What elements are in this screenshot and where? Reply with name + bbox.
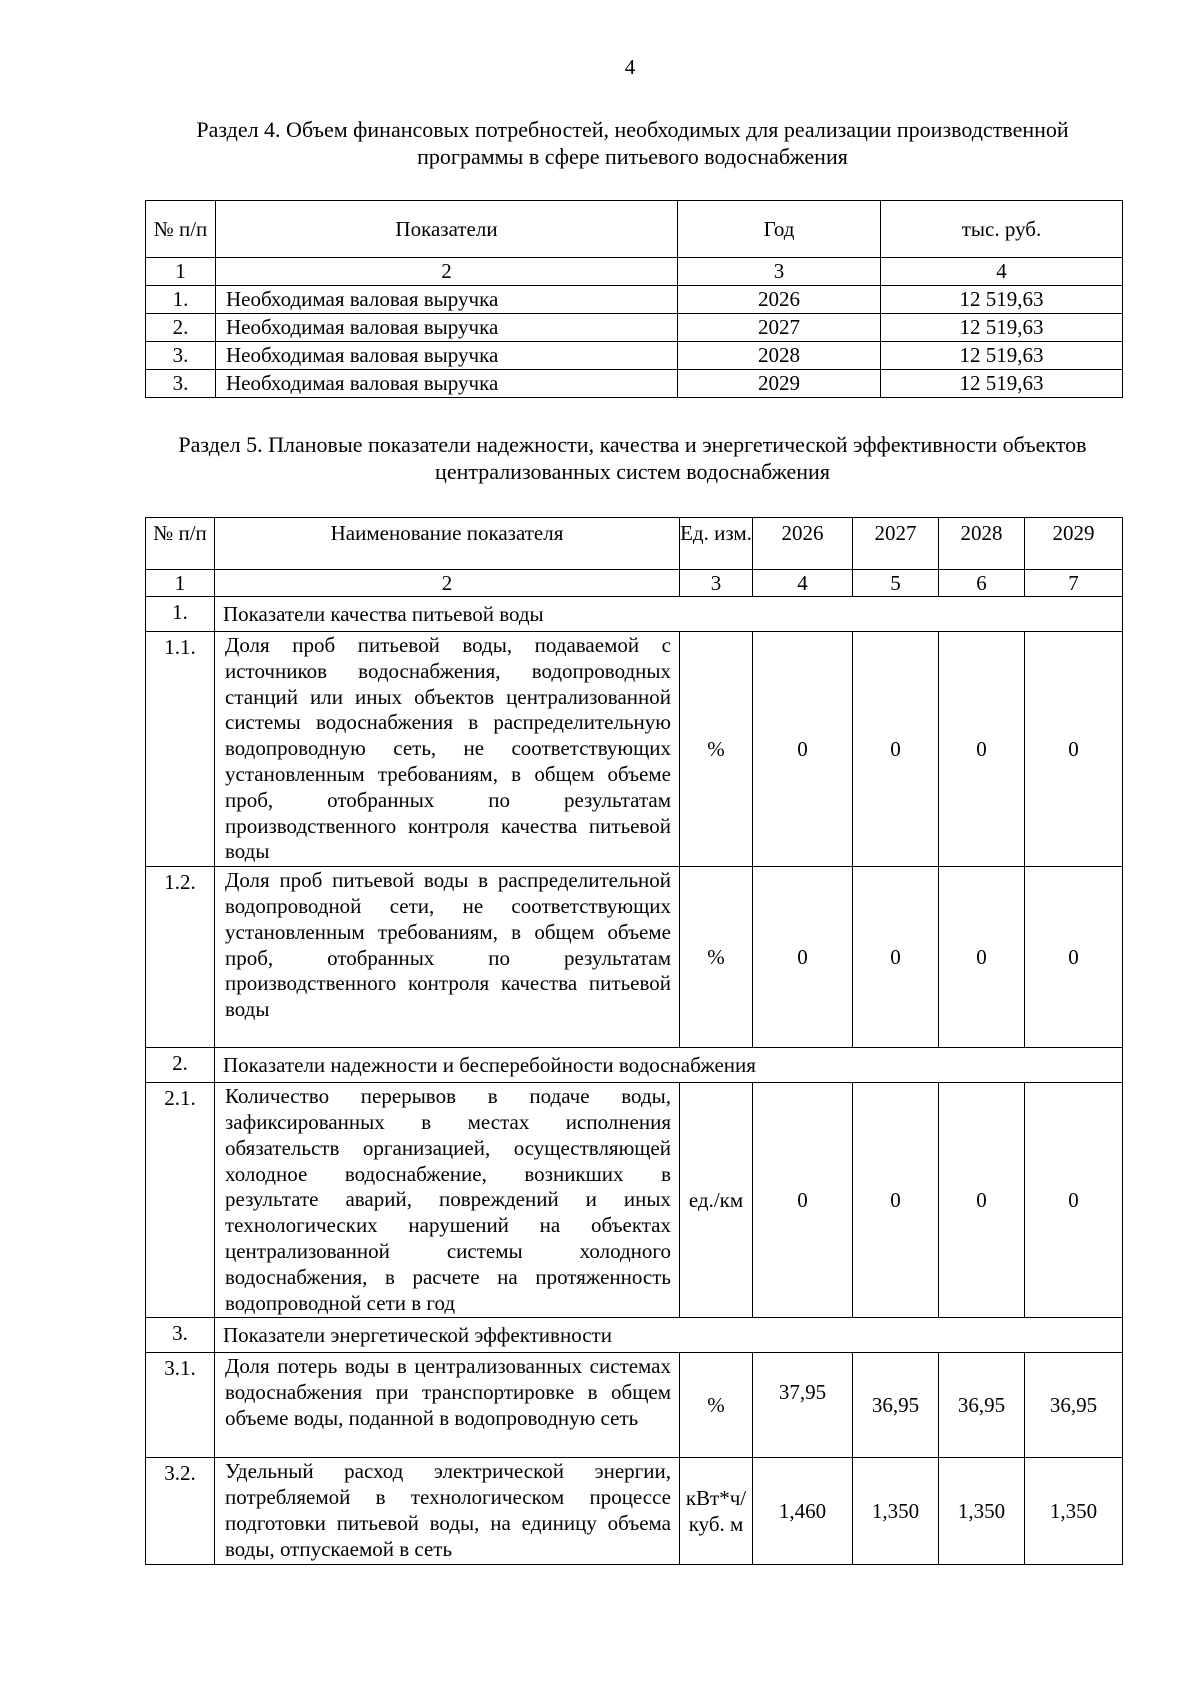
performance-indicators-table <box>145 517 1123 1565</box>
value-2027: 36,95 <box>853 1353 939 1458</box>
row-value: 12 519,63 <box>881 342 1123 370</box>
value-2029: 0 <box>1025 867 1123 1048</box>
row-year: 2026 <box>678 286 881 314</box>
section-4-title: Раздел 4. Объем финансовых потребностей, необходимых для реализации производственной программы в сфере питьевого водоснабжения <box>196 117 1069 169</box>
indicator-row <box>146 1458 1123 1564</box>
indicator-row <box>146 1353 1123 1458</box>
header-unit: Ед. изм. <box>680 518 753 570</box>
value-2026: 37,95 <box>753 1353 853 1458</box>
group-number: 1. <box>146 597 215 632</box>
value-2028: 0 <box>939 867 1025 1048</box>
value-2028: 36,95 <box>939 1353 1025 1458</box>
group-title: Показатели энергетической эффективности <box>215 1318 1123 1353</box>
section-5-title: Раздел 5. Плановые показатели надежности, качества и энергетической эффективности объектов централизованных систем водоснабжения <box>178 432 1087 484</box>
column-number: 3 <box>678 258 881 286</box>
table-row <box>146 314 1123 342</box>
indicator-number: 3.1. <box>146 1353 215 1458</box>
indicator-name: Доля проб питьевой воды в распределительной водопроводной сети, не соответствующих установленным требованиям, в общем объеме проб, отобранных по результатам производственного контроля качества питьевой воды <box>215 867 680 1048</box>
header-year: Год <box>678 201 881 258</box>
indicator-unit: ед./км <box>680 1083 753 1318</box>
indicator-name: Удельный расход электрической энергии, потребляемой в технологическом процессе подготовки питьевой воды, на единицу объема воды, отпускаемой в сеть <box>215 1458 680 1564</box>
column-number: 3 <box>680 570 753 597</box>
row-year: 2029 <box>678 370 881 398</box>
row-name: Необходимая валовая выручка <box>216 370 678 398</box>
header-year-2029: 2029 <box>1025 518 1123 570</box>
indicator-name: Доля потерь воды в централизованных системах водоснабжения при транспортировке в общем объеме воды, поданной в водопроводную сеть <box>215 1353 680 1458</box>
group-row <box>146 1318 1123 1353</box>
column-number: 5 <box>853 570 939 597</box>
table-row <box>146 286 1123 314</box>
column-number: 2 <box>215 570 680 597</box>
group-title: Показатели качества питьевой воды <box>215 597 1123 632</box>
value-2029: 1,350 <box>1025 1458 1123 1564</box>
table-row <box>146 342 1123 370</box>
group-number: 2. <box>146 1048 215 1083</box>
table-row <box>146 370 1123 398</box>
group-row <box>146 1048 1123 1083</box>
header-indicators: Показатели <box>216 201 678 258</box>
value-2027: 0 <box>853 1083 939 1318</box>
header-indicator-name: Наименование показателя <box>215 518 680 570</box>
row-number: 2. <box>146 314 216 342</box>
column-number: 2 <box>216 258 678 286</box>
row-value: 12 519,63 <box>881 314 1123 342</box>
indicator-unit: % <box>680 867 753 1048</box>
table-header-row <box>146 518 1123 570</box>
row-number: 3. <box>146 370 216 398</box>
column-number: 7 <box>1025 570 1123 597</box>
row-name: Необходимая валовая выручка <box>216 342 678 370</box>
row-name: Необходимая валовая выручка <box>216 286 678 314</box>
indicator-number: 2.1. <box>146 1083 215 1318</box>
indicator-name: Доля проб питьевой воды, подаваемой с источников водоснабжения, водопроводных станций или иных объектов централизованной системы водоснабжения в распределительную водопроводную сеть, не соответствующих установленным требованиям, в общем объеме проб, отобранных по результатам производственного контроля качества питьевой воды <box>215 632 680 867</box>
indicator-number: 1.1. <box>146 632 215 867</box>
value-2026: 1,460 <box>753 1458 853 1564</box>
group-row <box>146 597 1123 632</box>
header-year-2028: 2028 <box>939 518 1025 570</box>
value-2029: 36,95 <box>1025 1353 1123 1458</box>
indicator-number: 3.2. <box>146 1458 215 1564</box>
indicator-row <box>146 632 1123 867</box>
column-number: 1 <box>146 258 216 286</box>
column-number: 4 <box>881 258 1123 286</box>
column-numbering-row <box>146 258 1123 286</box>
indicator-unit: % <box>680 632 753 867</box>
value-2026: 0 <box>753 632 853 867</box>
value-2027: 0 <box>853 632 939 867</box>
header-year-2027: 2027 <box>853 518 939 570</box>
page-number: 4 <box>624 55 636 79</box>
financial-needs-table <box>145 200 1123 398</box>
column-number: 1 <box>146 570 215 597</box>
header-year-2026: 2026 <box>753 518 853 570</box>
header-amount: тыс. руб. <box>881 201 1123 258</box>
column-number: 6 <box>939 570 1025 597</box>
value-2029: 0 <box>1025 1083 1123 1318</box>
value-2028: 1,350 <box>939 1458 1025 1564</box>
indicator-row <box>146 867 1123 1048</box>
row-number: 1. <box>146 286 216 314</box>
value-2026: 0 <box>753 867 853 1048</box>
value-2028: 0 <box>939 1083 1025 1318</box>
row-year: 2027 <box>678 314 881 342</box>
indicator-unit: кВт*ч/куб. м <box>680 1458 753 1564</box>
value-2027: 0 <box>853 867 939 1048</box>
group-number: 3. <box>146 1318 215 1353</box>
indicator-unit: % <box>680 1353 753 1458</box>
row-name: Необходимая валовая выручка <box>216 314 678 342</box>
header-number: № п/п <box>146 201 216 258</box>
indicator-number: 1.2. <box>146 867 215 1048</box>
table-header-row <box>146 201 1123 258</box>
value-2029: 0 <box>1025 632 1123 867</box>
group-title: Показатели надежности и бесперебойности водоснабжения <box>215 1048 1123 1083</box>
value-2028: 0 <box>939 632 1025 867</box>
row-value: 12 519,63 <box>881 370 1123 398</box>
column-numbering-row <box>146 570 1123 597</box>
value-2027: 1,350 <box>853 1458 939 1564</box>
value-2026: 0 <box>753 1083 853 1318</box>
row-year: 2028 <box>678 342 881 370</box>
indicator-row <box>146 1083 1123 1318</box>
column-number: 4 <box>753 570 853 597</box>
header-number: № п/п <box>146 518 215 570</box>
indicator-name: Количество перерывов в подаче воды, зафиксированных в местах исполнения обязательств организацией, осуществляющей холодное водоснабжение, возникших в результате аварий, повреждений и иных технологических нарушений на объектах централизованной системы холодного водоснабжения, в расчете на протяженность водопроводной сети в год <box>215 1083 680 1318</box>
row-number: 3. <box>146 342 216 370</box>
row-value: 12 519,63 <box>881 286 1123 314</box>
